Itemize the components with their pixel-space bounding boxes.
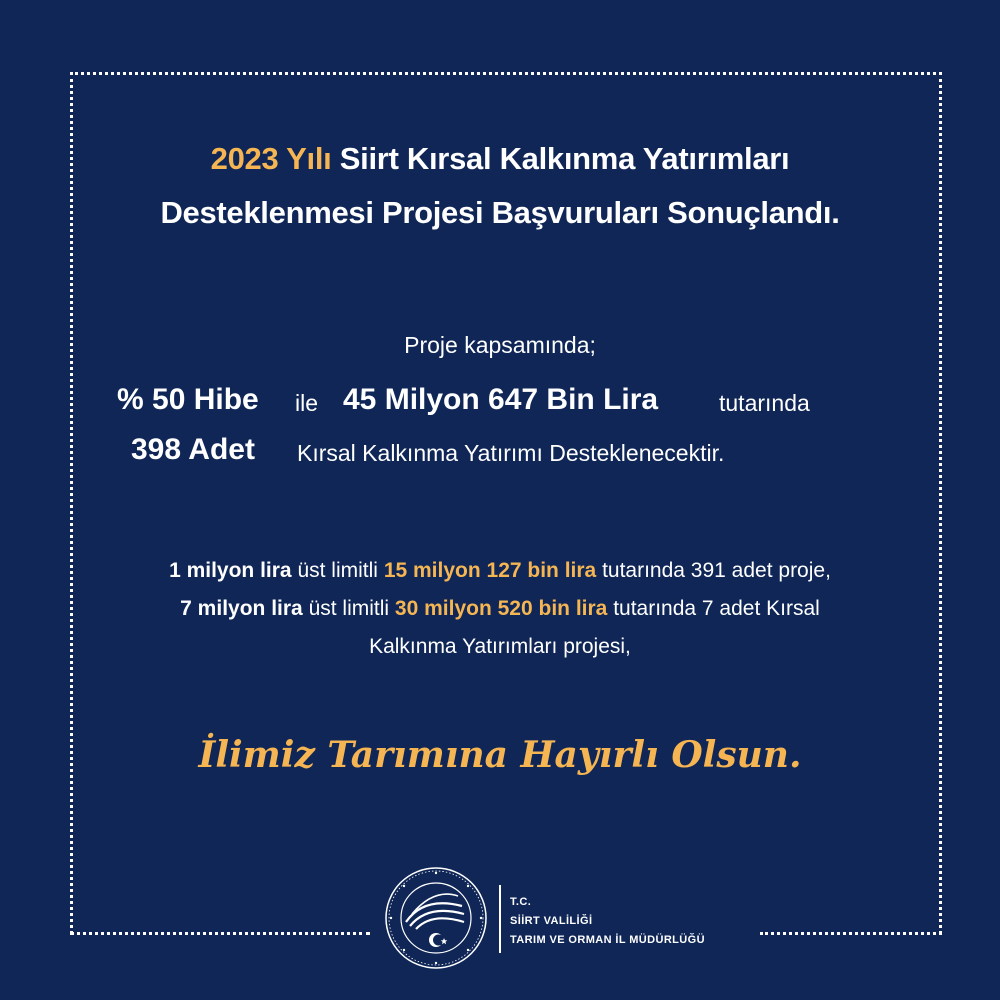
limit-2-text: üst limitli (308, 597, 390, 620)
limit-2-amount: 7 milyon lira (180, 597, 303, 620)
limit-1-text: üst limitli (297, 559, 378, 582)
limit-1-total: 15 milyon 127 bin lira (383, 559, 597, 582)
headline-year: 2023 Yılı (210, 141, 332, 176)
limit-2-total: 30 milyon 520 bin lira (394, 597, 608, 620)
headline-line1: Siirt Kırsal Kalkınma Yatırımları (339, 141, 790, 176)
with-word: ile (295, 390, 319, 416)
grant-rate: % 50 Hibe (117, 383, 259, 416)
logo-divider (499, 885, 501, 953)
headline (80, 132, 920, 240)
intro-text: Proje kapsamında; (404, 332, 596, 358)
limit-line-2 (60, 590, 940, 628)
dotted-frame-bottom-right (760, 932, 942, 935)
org-line-tc: T.C. (510, 896, 532, 908)
dotted-frame-left (70, 72, 73, 934)
project-count: 398 Adet (131, 433, 255, 466)
headline-line2: Desteklenmesi Projesi Başvuruları Sonuçlandı. (160, 195, 840, 230)
dotted-frame-top (70, 72, 942, 75)
limit-line-3: Kalkınma Yatırımları projesi, (369, 635, 631, 658)
limit-1-amount: 1 milyon lira (169, 559, 292, 582)
dotted-frame-right (939, 72, 942, 934)
closing-message: İlimiz Tarımına Hayırlı Olsun. (198, 734, 802, 776)
limit-2-rest: tutarında 7 adet Kırsal (613, 597, 820, 620)
limit-details (60, 552, 940, 666)
total-amount: 45 Milyon 647 Bin Lira (343, 383, 659, 416)
org-line-directorate: TARIM VE ORMAN İL MÜDÜRLÜĞÜ (510, 934, 705, 946)
limit-1-rest: tutarında 391 adet proje, (602, 559, 831, 582)
dotted-frame-bottom-left (70, 932, 370, 935)
ministry-seal-logo (384, 866, 488, 970)
org-line-governorship: SİİRT VALİLİĞİ (510, 915, 593, 927)
project-count-text: Kırsal Kalkınma Yatırımı Desteklenecektir. (297, 440, 725, 466)
limit-line-1 (60, 552, 940, 590)
organization-name (510, 893, 705, 950)
amount-suffix: tutarında (719, 390, 810, 416)
